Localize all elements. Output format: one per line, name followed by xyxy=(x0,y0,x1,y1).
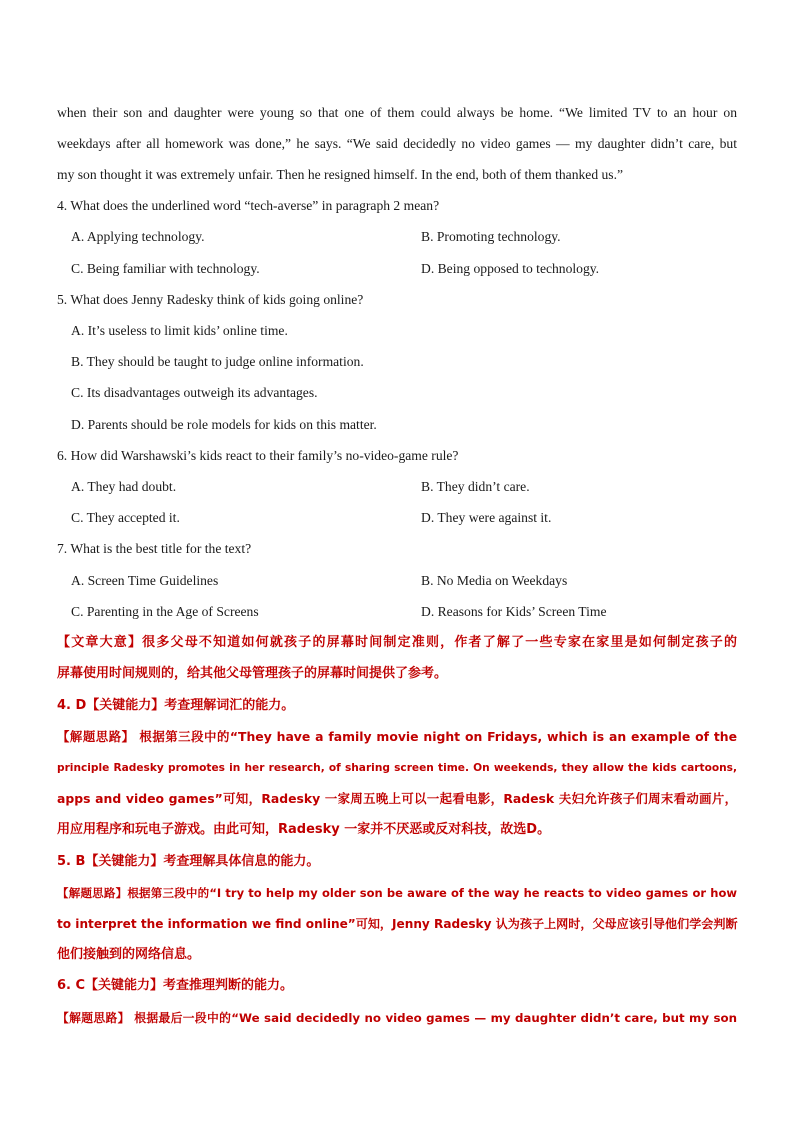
passage-line: when their son and daughter were young so that one of them could always be home. “We limited TV to an hour on xyxy=(57,105,737,120)
answer-4-explanation-line: apps and video games”可知，Radesky 一家周五晚上可以一起看电影，Radesk 夫妇允许孩子们周末看动画片， xyxy=(57,791,737,806)
answer-5-explanation-line: 他们接触到的网络信息。 xyxy=(57,947,201,962)
answer-4-title: 4. D【关键能力】考查理解词汇的能力。 xyxy=(57,698,295,713)
answer-5-title: 5. B【关键能力】考查理解具体信息的能力。 xyxy=(57,854,320,869)
passage-line: my son thought it was extremely unfair. Then he resigned himself. In the end, both of them thanked us.” xyxy=(57,167,624,182)
question-5-option-a: A. It’s useless to limit kids’ online time. xyxy=(71,323,288,338)
question-5-stem: 5. What does Jenny Radesky think of kids going online? xyxy=(57,292,364,307)
question-4-option-c: C. Being familiar with technology. xyxy=(71,261,260,276)
question-6-option-c: C. They accepted it. xyxy=(71,510,180,525)
question-7-option-d: D. Reasons for Kids’ Screen Time xyxy=(421,604,607,619)
question-6-option-d: D. They were against it. xyxy=(421,510,552,525)
question-7-option-b: B. No Media on Weekdays xyxy=(421,573,568,588)
question-7-option-c: C. Parenting in the Age of Screens xyxy=(71,604,259,619)
answer-6-title: 6. C【关键能力】考查推理判断的能力。 xyxy=(57,978,294,993)
question-6-option-b: B. They didn’t care. xyxy=(421,479,530,494)
answer-4-explanation-line: principle Radesky promotes in her research, of sharing screen time. On weekends, they allow the kids cartoons, xyxy=(57,762,737,774)
question-6-stem: 6. How did Warshawski’s kids react to their family’s no-video-game rule? xyxy=(57,448,459,463)
answer-5-explanation-line: 【解题思路】根据第三段中的“I try to help my older son be aware of the way he reacts to video games or how xyxy=(57,886,737,900)
summary-line: 【文章大意】很多父母不知道如何就孩子的屏幕时间制定准则，作者了解了一些专家在家里是如何制定孩子的 xyxy=(57,635,737,650)
question-4-option-a: A. Applying technology. xyxy=(71,229,205,244)
question-5-option-d: D. Parents should be role models for kids on this matter. xyxy=(71,417,377,432)
answer-6-explanation-line: 【解题思路】 根据最后一段中的“We said decidedly no video games — my daughter didn’t care, but my son xyxy=(57,1011,737,1025)
question-5-option-b: B. They should be taught to judge online information. xyxy=(71,354,364,369)
question-4-stem: 4. What does the underlined word “tech-averse” in paragraph 2 mean? xyxy=(57,198,440,213)
question-5-option-c: C. Its disadvantages outweigh its advantages. xyxy=(71,385,318,400)
passage-line: weekdays after all homework was done,” he says. “We said decidedly no video games — my daughter didn’t care, but xyxy=(57,136,737,151)
question-7-stem: 7. What is the best title for the text? xyxy=(57,541,252,556)
question-7-option-a: A. Screen Time Guidelines xyxy=(71,573,219,588)
summary-line: 屏幕使用时间规则的，给其他父母管理孩子的屏幕时间提供了参考。 xyxy=(57,666,448,681)
answer-5-explanation-line: to interpret the information we find online”可知，Jenny Radesky 认为孩子上网时，父母应该引导他们学会判断 xyxy=(57,917,738,931)
answer-4-explanation-line: 用应用程序和玩电子游戏。由此可知，Radesky 一家并不厌恶或反对科技，故选D。 xyxy=(57,822,551,837)
question-4-option-b: B. Promoting technology. xyxy=(421,229,561,244)
question-6-option-a: A. They had doubt. xyxy=(71,479,177,494)
question-4-option-d: D. Being opposed to technology. xyxy=(421,261,600,276)
answer-4-explanation-line: 【解题思路】 根据第三段中的“They have a family movie night on Fridays, which is an example of the xyxy=(57,729,737,744)
